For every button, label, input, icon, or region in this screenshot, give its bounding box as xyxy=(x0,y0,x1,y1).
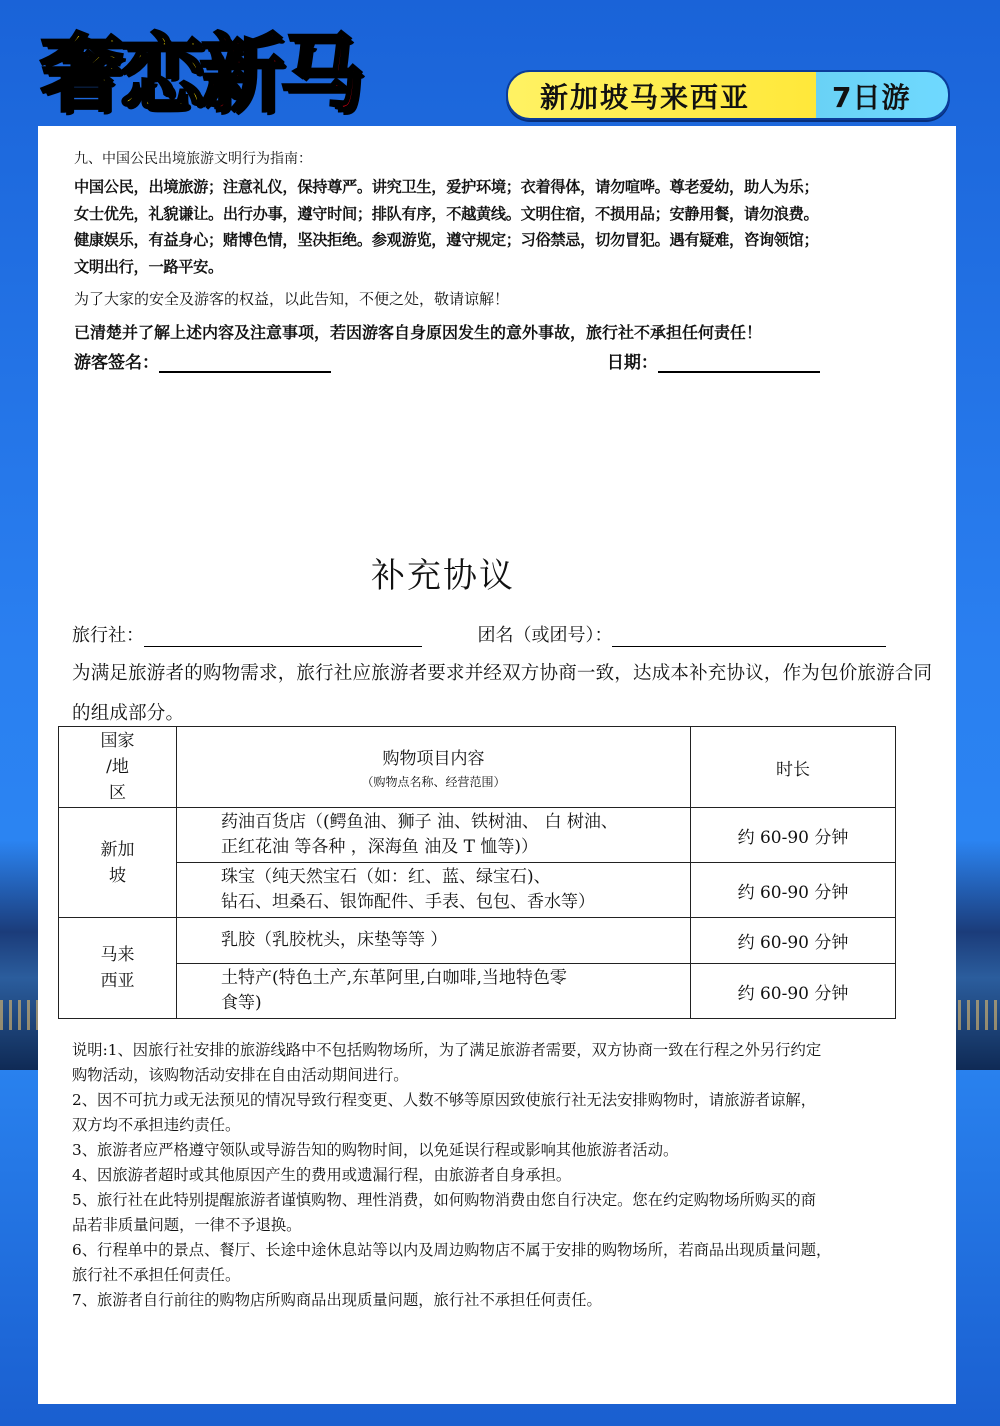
duration-cell: 约 60-90 分钟 xyxy=(691,863,896,918)
item-cell xyxy=(177,808,691,863)
header-country-line: 区 xyxy=(109,783,126,803)
logo-part1: 奢恋 xyxy=(40,25,201,123)
agency-label: 旅行社： xyxy=(72,625,144,646)
note-line: 旅行社不承担任何责任。 xyxy=(72,1266,241,1284)
note-line: 5、旅行社在此特别提醒旅游者谨慎购物、理性消费，如何购物消费由您自行决定。您在约定购物场所购买的商 xyxy=(72,1191,816,1209)
header xyxy=(0,0,1000,128)
note-line: 2、因不可抗力或无法预见的情况导致行程变更、人数不够等原因致使旅行社无法安排购物时，请旅游者谅解， xyxy=(72,1091,816,1109)
duration-cell: 约 60-90 分钟 xyxy=(691,808,896,863)
item-cell xyxy=(177,964,691,1019)
item-line: 食等) xyxy=(221,993,262,1013)
table-row xyxy=(59,863,896,918)
agency-field[interactable] xyxy=(144,626,422,647)
signature-label: 游客签名： xyxy=(74,353,159,373)
item-line: 正红花油 等各种 ，深海鱼 油及 T 恤等)） xyxy=(221,837,538,857)
trip-days: 7日游 xyxy=(832,81,911,114)
country-line: 马来 xyxy=(100,945,135,965)
header-items xyxy=(177,727,691,808)
route-banner xyxy=(506,70,950,120)
table-row xyxy=(59,918,896,964)
signature-row xyxy=(74,348,944,376)
item-line: 钻石、坦桑石、银饰配件、手表、包包、香水等） xyxy=(221,892,595,912)
note-line: 购物活动，该购物活动安排在自由活动期间进行。 xyxy=(72,1066,409,1084)
agreement-notes xyxy=(72,1038,944,1313)
country-line: 新加 xyxy=(100,839,135,860)
country-cell xyxy=(59,918,177,1019)
country-line: 西亚 xyxy=(100,971,135,991)
item-line: 珠宝（纯天然宝石（如：红、蓝、绿宝石)、 xyxy=(221,867,551,887)
guide-line: 文明出行，一路平安。 xyxy=(74,257,223,276)
note-line: 双方均不承担违约责任。 xyxy=(72,1116,241,1134)
guide-heading: 九、中国公民出境旅游文明行为指南： xyxy=(74,151,312,167)
country-cell xyxy=(59,808,177,918)
date-label: 日期： xyxy=(606,353,658,373)
header-items-label: 购物项目内容 xyxy=(382,749,485,769)
safety-notice: 为了大家的安全及游客的权益，以此告知，不便之处，敬请谅解！ xyxy=(74,290,510,308)
agency-row xyxy=(72,621,942,647)
item-line: 药油百货店（(鳄鱼油、狮子 油、铁树油、 白 树油、 xyxy=(221,812,618,832)
guide-line: 中国公民，出境旅游；注意礼仪，保持尊严。讲究卫生，爱护环境；衣着得体，请勿喧哗。尊老爱幼，助人为乐； xyxy=(74,178,819,196)
item-line: 土特产(特色土产,东革阿里,白咖啡,当地特色零 xyxy=(221,968,567,988)
guide-line: 健康娱乐，有益身心；赌博色情，坚决拒绝。参观游览，遵守规定；习俗禁忌，切勿冒犯。遇有疑难，咨询领馆； xyxy=(74,231,819,249)
disclaimer: 已清楚并了解上述内容及注意事项，若因游客自身原因发生的意外事故，旅行社不承担任何责任！ xyxy=(74,323,763,342)
note-line: 6、行程单中的景点、餐厅、长途中途休息站等以内及周边购物店不属于安排的购物场所，若商品出现质量问题， xyxy=(72,1241,832,1259)
header-country-line: 国家 xyxy=(100,731,135,751)
table-header-row xyxy=(59,727,896,808)
item-line: 乳胶（乳胶枕头，床垫等等 ） xyxy=(221,930,448,950)
group-label: 团名（或团号）： xyxy=(477,625,613,646)
table-row xyxy=(59,964,896,1019)
logo-part2: 新马 xyxy=(200,25,361,123)
signature-field[interactable] xyxy=(159,349,331,373)
note-line: 品若非质量问题，一律不予退换。 xyxy=(72,1216,302,1234)
note-line: 3、旅游者应严格遵守领队或导游告知的购物时间，以免延误行程或影响其他旅游者活动。 xyxy=(72,1141,679,1159)
note-line: 7、旅游者自行前往的购物店所购商品出现质量问题，旅行社不承担任何责任。 xyxy=(72,1291,602,1309)
duration-cell: 约 60-90 分钟 xyxy=(691,964,896,1019)
agreement-title: 补充协议 xyxy=(371,556,515,596)
duration-cell: 约 60-90 分钟 xyxy=(691,918,896,964)
note-line: 说明:1、因旅行社安排的旅游线路中不包括购物场所，为了满足旅游者需要，双方协商一致在行程之外另行约定 xyxy=(72,1041,822,1059)
document-page xyxy=(38,126,956,1404)
item-cell xyxy=(177,918,691,964)
header-country-line: /地 xyxy=(106,757,129,777)
agreement-intro: 为满足旅游者的购物需求，旅行社应旅游者要求并经双方协商一致，达成本补充协议，作为包价旅游合同的组成部分。 xyxy=(72,663,933,724)
header-duration: 时长 xyxy=(691,727,896,808)
item-cell xyxy=(177,863,691,918)
guide-line: 女士优先，礼貌谦让。出行办事，遵守时间；排队有序，不越黄线。文明住宿，不损用品；安静用餐，请勿浪费。 xyxy=(74,204,819,223)
note-line: 4、因旅游者超时或其他原因产生的费用或遗漏行程，由旅游者自身承担。 xyxy=(72,1166,572,1184)
brand-logo xyxy=(40,24,360,124)
guide-body xyxy=(74,174,944,280)
header-items-sublabel: （购物点名称、经营范围） xyxy=(361,775,506,789)
table-row xyxy=(59,808,896,863)
header-country xyxy=(59,727,177,808)
route-name: 新加坡马来西亚 xyxy=(540,81,751,114)
shopping-table xyxy=(58,726,896,1019)
date-field[interactable] xyxy=(658,349,820,373)
group-field[interactable] xyxy=(612,626,886,647)
country-line: 坡 xyxy=(109,865,126,886)
